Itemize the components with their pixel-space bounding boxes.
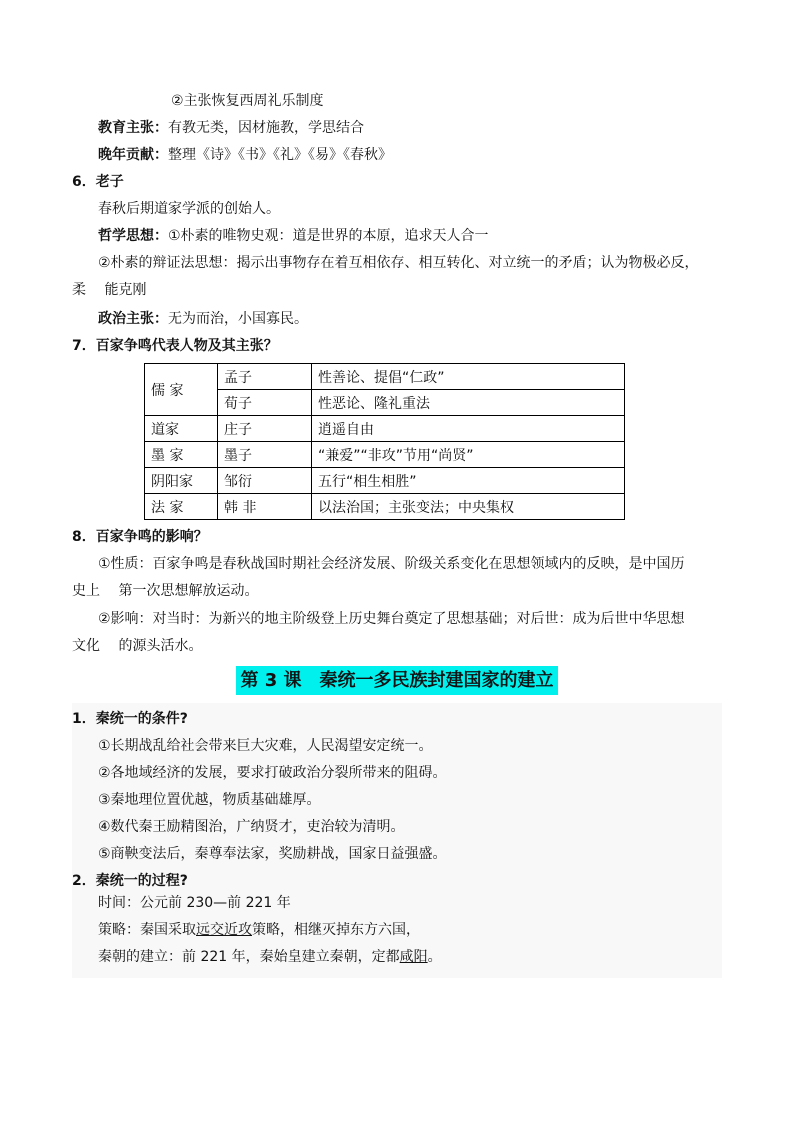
pol-label: 政治主张： [98,311,168,327]
person-cell: 邹衍 [218,468,312,494]
laozi-dialectic-2: 柔 能克刚 [72,282,147,298]
late-text: 整理《诗》《书》《礼》《易》《春秋》 [168,147,392,163]
list-item: ①长期战乱给社会带来巨大灾难，人民渴望安定统一。 [98,738,433,754]
edu-text: 有教无类，因材施教，学思结合 [168,120,364,136]
person-cell: 韩 非 [218,494,312,520]
table-row [145,416,625,442]
idea-cell: 五行“相生相胜” [312,468,625,494]
person-cell: 庄子 [218,416,312,442]
edu-label: 教育主张： [98,120,168,136]
strategy-prefix: 策略：秦国采取 [98,922,196,938]
table-row [145,468,625,494]
school-cell: 儒 家 [145,364,218,416]
strategy-keyword: 远交近攻 [196,922,252,938]
q8-nature-1: ①性质：百家争鸣是春秋战国时期社会经济发展、阶级关系变化在思想领域内的反映，是中国历 [98,556,685,572]
idea-cell: 逍遥自由 [312,416,625,442]
q1-heading: 1．秦统一的条件? [72,711,188,727]
list-item: ⑤商鞅变法后，秦尊奉法家，奖励耕战，国家日益强盛。 [98,846,447,862]
idea-cell: “兼爱”“非攻”节用“尚贤” [312,442,625,468]
q8-impact-2: 文化 的源头活水。 [72,638,203,654]
schools-table [144,363,625,520]
table-row [145,442,625,468]
q8-heading: 8．百家争鸣的影响？ [72,529,208,545]
founding-capital: 咸阳 [399,949,428,965]
list-item: ③秦地理位置优越，物质基础雄厚。 [98,792,321,808]
founding-prefix: 秦朝的建立：前 221 年，秦始皇建立秦朝，定都 [98,949,400,965]
founding-suffix: 。 [427,949,442,965]
laozi-dialectic-1: ②朴素的辩证法思想：揭示出事物存在着互相依存、相互转化、对立统一的矛盾；认为物极必反， [98,255,699,271]
laozi-philosophy [98,227,489,245]
table-row [145,494,625,520]
q8-nature-2: 史上 第一次思想解放运动。 [72,583,259,599]
confucius-late-contribution [98,146,392,164]
table-row [145,364,625,390]
person-cell: 孟子 [218,364,312,390]
laozi-heading: 6．老子 [72,174,124,190]
list-item: ②各地域经济的发展，要求打破政治分裂所带来的阻碍。 [98,765,447,781]
q8-impact-1: ②影响：对当时：为新兴的地主阶级登上历史舞台奠定了思想基础；对后世：成为后世中华思想 [98,611,685,627]
q2-founding [98,948,442,966]
school-cell: 阴阳家 [145,468,218,494]
person-cell: 荀子 [218,390,312,416]
q2-strategy [98,921,420,939]
list-item: ④数代秦王励精图治，广纳贤才，吏治较为清明。 [98,819,405,835]
laozi-intro: 春秋后期道家学派的创始人。 [98,201,280,217]
q2-time: 时间：公元前 230—前 221 年 [98,895,291,911]
q2-heading: 2．秦统一的过程? [72,873,188,889]
confucius-education [98,119,364,137]
school-cell: 墨 家 [145,442,218,468]
idea-cell: 以法治国；主张变法；中央集权 [312,494,625,520]
q7-heading: 7．百家争鸣代表人物及其主张？ [72,338,278,354]
strategy-suffix: 策略，相继灭掉东方六国， [252,922,420,938]
phil-text: ①朴素的唯物史观：道是世界的本原，追求天人合一 [168,228,489,244]
person-cell: 墨子 [218,442,312,468]
laozi-politics [98,310,308,328]
lesson-title-banner: 第 3 课 秦统一多民族封建国家的建立 [236,666,558,695]
idea-cell: 性恶论、隆礼重法 [312,390,625,416]
school-cell: 法 家 [145,494,218,520]
pol-text: 无为而治，小国寡民。 [168,311,308,327]
idea-cell: 性善论、提倡“仁政” [312,364,625,390]
phil-label: 哲学思想： [98,228,168,244]
late-label: 晚年贡献： [98,147,168,163]
school-cell: 道家 [145,416,218,442]
confucius-politics-2: ②主张恢复西周礼乐制度 [171,93,324,109]
